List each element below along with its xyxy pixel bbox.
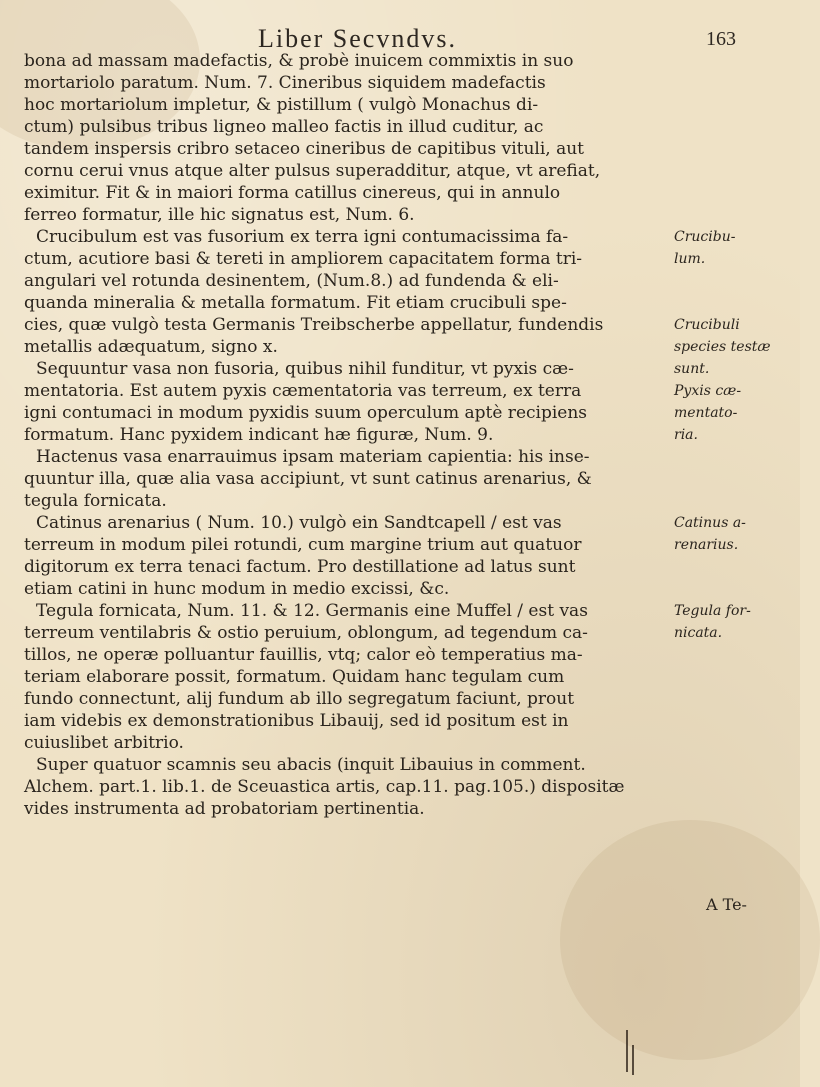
margin-note: nicata. — [674, 625, 723, 641]
text-line: mentatoria. Est autem pyxis cæmentatoria vas terreum, ex terra — [24, 381, 582, 401]
text-line: Crucibulum est vas fusorium ex terra igni contumacissima fa- — [36, 227, 569, 247]
text-line: hoc mortariolum impletur, & pistillum ( vulgò Monachus di- — [24, 95, 539, 115]
text-line: teriam elaborare possit, formatum. Quidam hanc tegulam cum — [24, 667, 565, 687]
text-line: terreum ventilabris & ostio peruium, oblongum, ad tegendum ca- — [24, 623, 588, 643]
margin-note: lum. — [674, 251, 706, 267]
text-line: terreum in modum pilei rotundi, cum margine trium aut quatuor — [24, 535, 582, 555]
margin-note: Crucibu- — [674, 229, 736, 245]
text-line: angulari vel rotunda desinentem, (Num.8.) ad fundenda & eli- — [24, 271, 559, 291]
text-line: digitorum ex terra tenaci factum. Pro destillatione ad latus sunt — [24, 557, 576, 577]
text-line: fundo connectunt, alij fundum ab illo segregatum faciunt, prout — [24, 689, 575, 709]
catchword: A Te- — [706, 895, 747, 914]
text-line: ctum, acutiore basi & tereti in ampliorem capacitatem forma tri- — [24, 249, 583, 269]
text-line: Sequuntur vasa non fusoria, quibus nihil funditur, vt pyxis cæ- — [36, 359, 574, 379]
margin-note: Crucibuli — [674, 317, 740, 333]
text-line: Alchem. part.1. lib.1. de Sceuastica artis, cap.11. pag.105.) dispositæ — [24, 777, 625, 797]
text-line: cies, quæ vulgò testa Germanis Treibscherbe appellatur, fundendis — [24, 315, 604, 335]
text-block — [24, 50, 771, 970]
text-line: cornu cerui vnus atque alter pulsus superadditur, atque, vt arefiat, — [24, 161, 601, 181]
text-line: Tegula fornicata, Num. 11. & 12. Germanis eine Muffel / est vas — [36, 601, 588, 621]
margin-note: mentato- — [674, 405, 738, 421]
text-line: mortariolo paratum. Num. 7. Cineribus siquidem madefactis — [24, 73, 546, 93]
text-line: eximitur. Fit & in maiori forma catillus cinereus, qui in annulo — [24, 183, 561, 203]
text-line: metallis adæquatum, signo x. — [24, 337, 278, 357]
margin-note: Pyxis cæ- — [674, 383, 742, 399]
text-line: Super quatuor scamnis seu abacis (inquit Libauius in comment. — [36, 755, 586, 775]
text-line: iam videbis ex demonstrationibus Libauij, sed id positum est in — [24, 711, 569, 731]
text-line: formatum. Hanc pyxidem indicant hæ figuræ, Num. 9. — [24, 425, 494, 445]
text-line: tillos, ne operæ polluantur fauillis, vtq; calor eò temperatius ma- — [24, 645, 583, 665]
margin-note: sunt. — [674, 361, 710, 377]
text-line: Catinus arenarius ( Num. 10.) vulgò ein Sandtcapell / est vas — [36, 513, 562, 533]
text-line: bona ad massam madefactis, & probè inuicem commixtis in suo — [24, 51, 574, 71]
margin-note: species testæ — [674, 339, 771, 355]
text-line: tandem inspersis cribro setaceo cineribus de capitibus vituli, aut — [24, 139, 585, 159]
text-line: Hactenus vasa enarrauimus ipsam materiam capientia: his inse- — [36, 447, 590, 467]
text-line: etiam catini in hunc modum in medio excissi, &c. — [24, 579, 450, 599]
text-line: quuntur illa, quæ alia vasa accipiunt, vt sunt catinus arenarius, & — [24, 469, 592, 489]
text-line: quanda mineralia & metalla formatum. Fit etiam crucibuli spe- — [24, 293, 567, 313]
text-line: ctum) pulsibus tribus ligneo malleo factis in illud cuditur, ac — [24, 117, 544, 137]
page-number: 163 — [706, 28, 736, 50]
margin-note: renarius. — [674, 537, 739, 553]
text-line: igni contumaci in modum pyxidis suum operculum aptè recipiens — [24, 403, 588, 423]
margin-note: Tegula for- — [674, 603, 751, 619]
ink-mark — [632, 1045, 634, 1075]
margin-note: ria. — [674, 427, 698, 443]
ink-mark — [626, 1030, 628, 1072]
text-line: cuiuslibet arbitrio. — [24, 733, 184, 753]
margin-note: Catinus a- — [674, 515, 746, 531]
text-line: tegula fornicata. — [24, 491, 167, 511]
text-line: vides instrumenta ad probatoriam pertinentia. — [24, 799, 425, 819]
text-line: ferreo formatur, ille hic signatus est, Num. 6. — [24, 205, 415, 225]
running-title: Liber Secvndvs. — [258, 24, 457, 53]
